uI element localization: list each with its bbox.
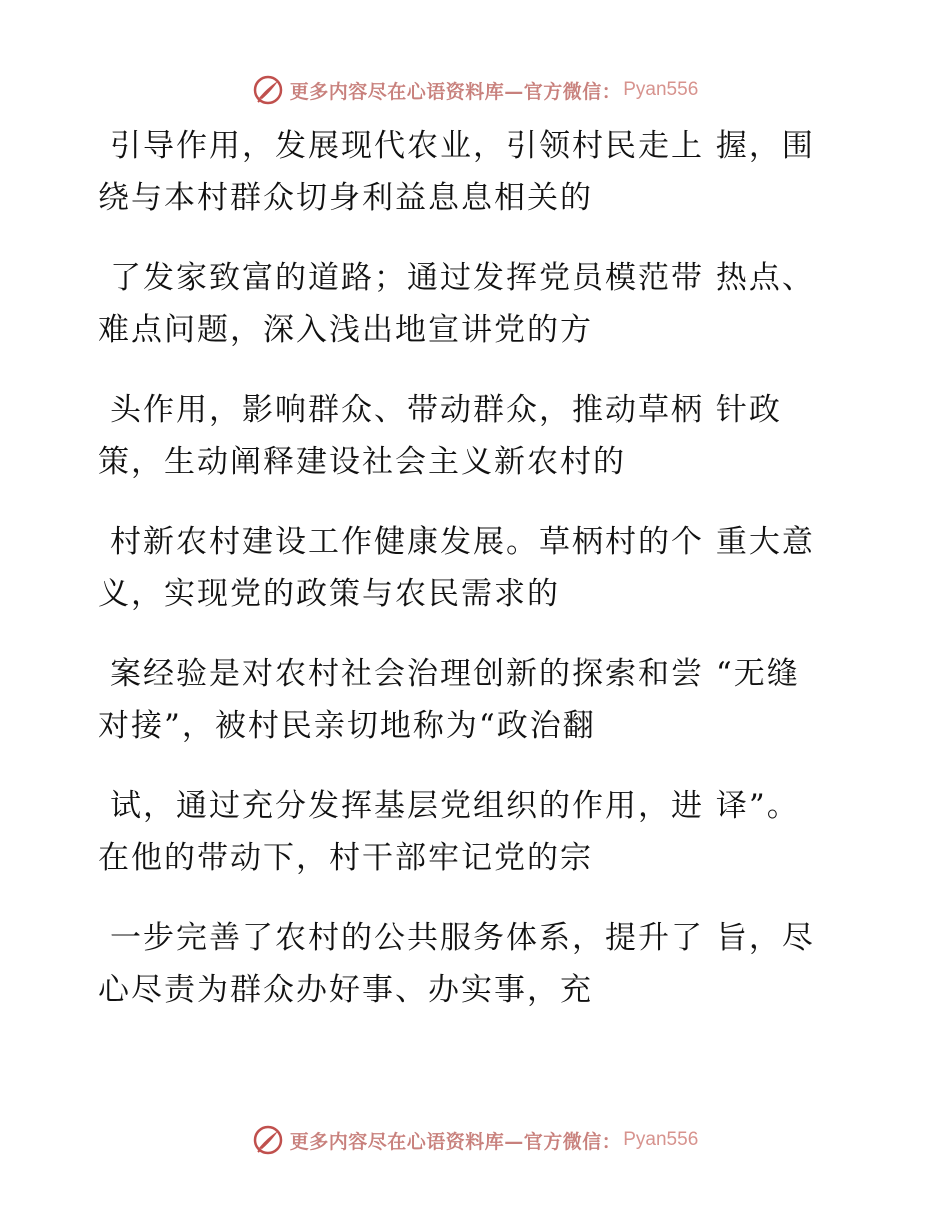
paragraph-line: 引导作用，发展现代农业，引领村民走上 握，围 [110,128,815,164]
paragraph-line: 难点问题，深入浅出地宣讲党的方 [98,312,593,348]
paragraph [98,912,858,1016]
paragraph [98,252,858,356]
document-body [98,120,858,1016]
watermark-text: 更多内容尽在心语资料库—官方微信： [289,1130,622,1153]
paragraph [98,648,858,752]
header-watermark [0,70,950,110]
paragraph-line: 策，生动阐释建设社会主义新农村的 [98,444,626,480]
paragraph-line: 试，通过充分发挥基层党组织的作用，进 译”。 [110,788,800,824]
paragraph-line: 一步完善了农村的公共服务体系，提升了 旨，尽 [110,920,815,956]
paragraph-line: 义，实现党的政策与农民需求的 [98,576,560,612]
paragraph-line: 头作用，影响群众、带动群众，推动草柄 针政 [110,392,782,428]
paragraph [98,516,858,620]
paragraph-line: 心尽责为群众办好事、办实事，充 [98,972,593,1008]
footer-watermark [0,1120,950,1160]
paragraph-line: 村新农村建设工作健康发展。草柄村的个 重大意 [110,524,815,560]
paragraph [98,384,858,488]
watermark-handle: Pyan556 [623,1129,699,1150]
paragraph-line: 对接”，被村民亲切地称为“政治翻 [98,708,596,744]
paragraph-line: 案经验是对农村社会治理创新的探索和尝 “无缝 [110,656,800,692]
paragraph [98,780,858,884]
paragraph-line: 绕与本村群众切身利益息息相关的 [98,180,593,216]
quill-logo-icon [252,74,284,106]
watermark-text: 更多内容尽在心语资料库—官方微信： [289,80,622,103]
paragraph-line: 在他的带动下，村干部牢记党的宗 [98,840,593,876]
quill-logo-icon [252,1124,284,1156]
watermark-handle: Pyan556 [623,79,699,100]
paragraph-line: 了发家致富的道路；通过发挥党员模范带 热点、 [110,260,815,296]
paragraph [98,120,858,224]
